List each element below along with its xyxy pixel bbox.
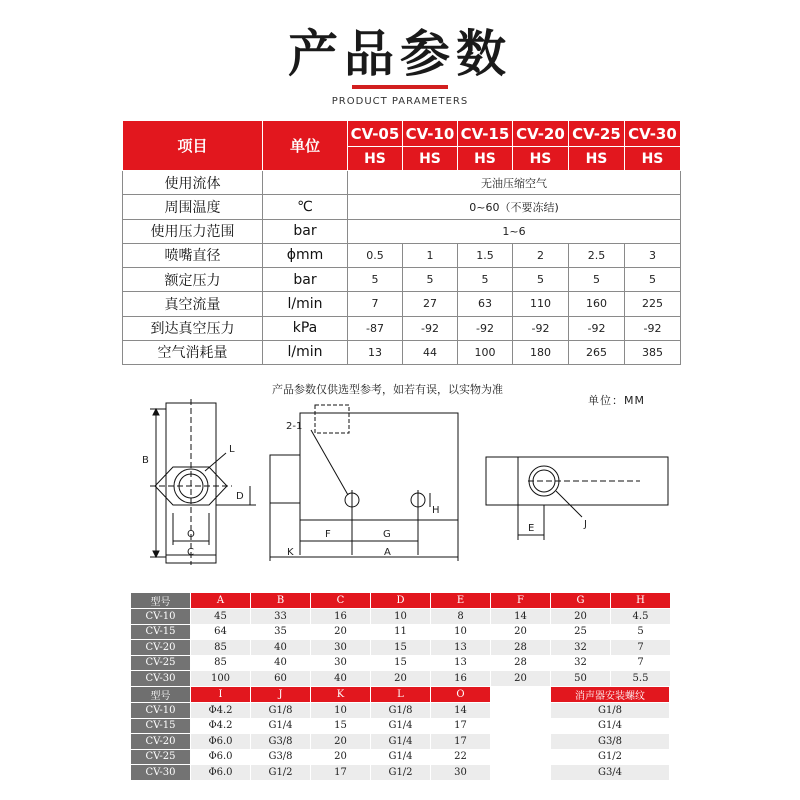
spec-row xyxy=(123,219,681,243)
dim-cell: 28 xyxy=(491,655,551,671)
table-row xyxy=(131,640,671,656)
dim-cell: 20 xyxy=(491,671,551,687)
spec-cell: 0.5 xyxy=(348,243,403,267)
spec-model: CV-25 xyxy=(569,121,625,147)
spec-row-label: 真空流量 xyxy=(123,292,263,316)
spec-cell: 2.5 xyxy=(569,243,625,267)
dim-cell: 15 xyxy=(311,718,371,734)
silencer-cell: G3/8 xyxy=(551,734,670,750)
spec-cell: 3 xyxy=(625,243,681,267)
spec-cell: 5 xyxy=(569,268,625,292)
dim-label-g: G xyxy=(383,529,391,540)
spec-cell: 1.5 xyxy=(458,243,513,267)
dim-cell: 4.5 xyxy=(611,609,671,625)
dim-header: 型号 xyxy=(131,687,191,703)
spec-row-unit: bar xyxy=(263,268,348,292)
dim-cell: 13 xyxy=(431,640,491,656)
dim-cell: Φ6.0 xyxy=(191,749,251,765)
dim-model: CV-20 xyxy=(131,640,191,656)
dim-cell: 8 xyxy=(431,609,491,625)
spec-row xyxy=(123,316,681,340)
dim-header: K xyxy=(311,687,371,703)
dim-cell: 85 xyxy=(191,640,251,656)
dimension-table-2-header xyxy=(131,687,491,703)
spec-row-label: 空气消耗量 xyxy=(123,340,263,364)
dim-cell: 16 xyxy=(311,609,371,625)
dim-cell: 100 xyxy=(191,671,251,687)
spec-cell: 13 xyxy=(348,340,403,364)
end-view-drawing xyxy=(150,399,256,565)
dim-cell: 20 xyxy=(371,671,431,687)
spec-cell: 63 xyxy=(458,292,513,316)
dim-model: CV-15 xyxy=(131,624,191,640)
dim-cell: G1/4 xyxy=(371,718,431,734)
spec-header-unit: 单位 xyxy=(263,121,348,171)
dim-header: B xyxy=(251,593,311,609)
title-underline xyxy=(352,85,448,89)
dim-model: CV-10 xyxy=(131,609,191,625)
dim-cell: 32 xyxy=(551,640,611,656)
spec-cell: -92 xyxy=(513,316,569,340)
silencer-cell: G1/8 xyxy=(551,703,670,719)
table-row xyxy=(131,624,671,640)
dim-header: D xyxy=(371,593,431,609)
dim-header: E xyxy=(431,593,491,609)
dim-label-h: H xyxy=(432,505,440,516)
dim-header: A xyxy=(191,593,251,609)
spec-model-suffix: HS xyxy=(403,147,458,171)
dim-model: CV-20 xyxy=(131,734,191,750)
dim-cell: 30 xyxy=(311,655,371,671)
dim-cell: 20 xyxy=(311,734,371,750)
table-row xyxy=(131,734,491,750)
spec-model-suffix: HS xyxy=(513,147,569,171)
dim-header: 型号 xyxy=(131,593,191,609)
dim-cell: 17 xyxy=(431,734,491,750)
dimension-table-2 xyxy=(130,686,491,781)
spec-cell: -87 xyxy=(348,316,403,340)
spec-row-unit: l/min xyxy=(263,292,348,316)
dim-cell: 15 xyxy=(371,655,431,671)
dim-label-a: A xyxy=(384,547,391,558)
silencer-header: 消声器安装螺纹 xyxy=(551,687,670,703)
dim-label-b: B xyxy=(142,455,149,466)
table-row xyxy=(131,703,491,719)
dim-header: I xyxy=(191,687,251,703)
dim-header: O xyxy=(431,687,491,703)
spec-model-suffix: HS xyxy=(348,147,403,171)
spec-table xyxy=(122,120,681,365)
dim-label-k: K xyxy=(287,547,294,558)
table-row xyxy=(131,718,491,734)
spec-row xyxy=(123,292,681,316)
dim-cell: G1/2 xyxy=(251,765,311,781)
table-row xyxy=(131,655,671,671)
dim-cell: 15 xyxy=(371,640,431,656)
spec-cell: 110 xyxy=(513,292,569,316)
spec-model-suffix: HS xyxy=(569,147,625,171)
dim-cell: 45 xyxy=(191,609,251,625)
spec-cell: 100 xyxy=(458,340,513,364)
spec-cell: 7 xyxy=(348,292,403,316)
spec-row-merged-value: 无油压缩空气 xyxy=(348,171,681,195)
dim-cell: G1/4 xyxy=(371,749,431,765)
spec-cell: 5 xyxy=(403,268,458,292)
page-title: 产品参数 xyxy=(288,25,512,83)
dim-model: CV-25 xyxy=(131,655,191,671)
spec-cell: 5 xyxy=(458,268,513,292)
spec-row-merged-value: 1~6 xyxy=(348,219,681,243)
dim-cell: G1/4 xyxy=(371,734,431,750)
dim-cell: 85 xyxy=(191,655,251,671)
spec-cell: 2 xyxy=(513,243,569,267)
dim-cell: 32 xyxy=(551,655,611,671)
dim-cell: 20 xyxy=(551,609,611,625)
spec-row-merged-value: 0~60（不要冻结) xyxy=(348,195,681,219)
spec-row xyxy=(123,340,681,364)
dim-model: CV-30 xyxy=(131,671,191,687)
spec-cell: 265 xyxy=(569,340,625,364)
dim-header: H xyxy=(611,593,671,609)
spec-row-label: 周围温度 xyxy=(123,195,263,219)
spec-row-label: 使用流体 xyxy=(123,171,263,195)
spec-cell: 5 xyxy=(513,268,569,292)
spec-row-label: 额定压力 xyxy=(123,268,263,292)
dim-cell: G3/8 xyxy=(251,749,311,765)
dim-cell: 10 xyxy=(371,609,431,625)
spec-cell: 27 xyxy=(403,292,458,316)
dim-label-f: F xyxy=(325,529,331,540)
dim-cell: 20 xyxy=(311,749,371,765)
dim-label-o: O xyxy=(187,529,195,540)
spec-row xyxy=(123,268,681,292)
dim-cell: 17 xyxy=(311,765,371,781)
dim-label-c: C xyxy=(187,547,194,558)
dim-cell: 10 xyxy=(431,624,491,640)
spec-row-label: 使用压力范围 xyxy=(123,219,263,243)
spec-row-unit: ϕmm xyxy=(263,243,348,267)
dimension-table-1 xyxy=(130,592,671,687)
silencer-cell: G3/4 xyxy=(551,765,670,781)
dim-cell: 50 xyxy=(551,671,611,687)
spec-row xyxy=(123,171,681,195)
spec-model: CV-15 xyxy=(458,121,513,147)
spec-row xyxy=(123,195,681,219)
spec-model: CV-10 xyxy=(403,121,458,147)
dim-cell: G1/8 xyxy=(251,703,311,719)
dim-cell: 30 xyxy=(431,765,491,781)
table-row xyxy=(131,609,671,625)
unit-note: 单位：MM xyxy=(588,394,645,407)
dim-label-2-1: 2-1 xyxy=(286,421,303,432)
dimension-table-1-header xyxy=(131,593,671,609)
dim-cell: 60 xyxy=(251,671,311,687)
dim-cell: 40 xyxy=(251,655,311,671)
table-row xyxy=(131,749,491,765)
spec-cell: 385 xyxy=(625,340,681,364)
dim-model: CV-25 xyxy=(131,749,191,765)
spec-cell: -92 xyxy=(569,316,625,340)
dim-cell: G1/4 xyxy=(251,718,311,734)
silencer-thread-table xyxy=(550,686,670,781)
dim-cell: 13 xyxy=(431,655,491,671)
spec-row-unit: ℃ xyxy=(263,195,348,219)
dim-cell: 7 xyxy=(611,655,671,671)
dim-header: J xyxy=(251,687,311,703)
dim-cell: 22 xyxy=(431,749,491,765)
spec-row-unit: bar xyxy=(263,219,348,243)
dim-cell: 30 xyxy=(311,640,371,656)
dim-cell: 16 xyxy=(431,671,491,687)
technical-drawing xyxy=(0,395,800,575)
spec-cell: 44 xyxy=(403,340,458,364)
dim-header: C xyxy=(311,593,371,609)
dim-cell: 14 xyxy=(431,703,491,719)
dim-cell: Φ4.2 xyxy=(191,718,251,734)
dim-cell: G1/2 xyxy=(371,765,431,781)
spec-cell: -92 xyxy=(403,316,458,340)
silencer-cell: G1/4 xyxy=(551,718,670,734)
dim-cell: 14 xyxy=(491,609,551,625)
spec-row-unit xyxy=(263,171,348,195)
dim-cell: 20 xyxy=(311,624,371,640)
page-subtitle: PRODUCT PARAMETERS xyxy=(331,96,469,107)
dim-cell: 35 xyxy=(251,624,311,640)
dim-cell: 64 xyxy=(191,624,251,640)
dim-label-j: J xyxy=(584,519,587,530)
spec-cell: 180 xyxy=(513,340,569,364)
spec-header-item: 项目 xyxy=(123,121,263,171)
dim-label-e: E xyxy=(528,523,535,534)
spec-row-unit: kPa xyxy=(263,316,348,340)
spec-cell: 5 xyxy=(625,268,681,292)
spec-cell: -92 xyxy=(625,316,681,340)
dim-cell: 7 xyxy=(611,640,671,656)
dim-label-d: D xyxy=(236,491,244,502)
silencer-cell: G1/2 xyxy=(551,749,670,765)
dim-header: F xyxy=(491,593,551,609)
side-view-drawing xyxy=(486,457,668,540)
table-row xyxy=(131,671,671,687)
dim-cell: 25 xyxy=(551,624,611,640)
spec-cell: 160 xyxy=(569,292,625,316)
dim-cell: 28 xyxy=(491,640,551,656)
dim-cell: 20 xyxy=(491,624,551,640)
spec-model: CV-05 xyxy=(348,121,403,147)
dim-model: CV-10 xyxy=(131,703,191,719)
dim-header: G xyxy=(551,593,611,609)
dim-cell: 40 xyxy=(311,671,371,687)
spec-row xyxy=(123,243,681,267)
spec-model: CV-20 xyxy=(513,121,569,147)
dim-cell: 10 xyxy=(311,703,371,719)
dim-cell: Φ6.0 xyxy=(191,765,251,781)
dim-cell: 40 xyxy=(251,640,311,656)
dim-cell: G1/8 xyxy=(371,703,431,719)
disclaimer-note: 产品参数仅供选型参考，如若有误，以实物为准 xyxy=(272,383,503,396)
dim-label-l: L xyxy=(229,444,235,455)
dim-cell: 11 xyxy=(371,624,431,640)
spec-cell: 1 xyxy=(403,243,458,267)
dim-model: CV-30 xyxy=(131,765,191,781)
spec-cell: 5 xyxy=(348,268,403,292)
spec-cell: 225 xyxy=(625,292,681,316)
spec-model: CV-30 xyxy=(625,121,681,147)
spec-row-unit: l/min xyxy=(263,340,348,364)
dim-cell: 5.5 xyxy=(611,671,671,687)
dim-cell: G3/8 xyxy=(251,734,311,750)
dim-header: L xyxy=(371,687,431,703)
spec-row-label: 到达真空压力 xyxy=(123,316,263,340)
dim-cell: 17 xyxy=(431,718,491,734)
table-row xyxy=(131,765,491,781)
dim-cell: Φ6.0 xyxy=(191,734,251,750)
spec-model-suffix: HS xyxy=(625,147,681,171)
dim-model: CV-15 xyxy=(131,718,191,734)
dim-cell: Φ4.2 xyxy=(191,703,251,719)
spec-cell: -92 xyxy=(458,316,513,340)
dim-cell: 33 xyxy=(251,609,311,625)
dim-cell: 5 xyxy=(611,624,671,640)
spec-row-label: 喷嘴直径 xyxy=(123,243,263,267)
spec-model-suffix: HS xyxy=(458,147,513,171)
